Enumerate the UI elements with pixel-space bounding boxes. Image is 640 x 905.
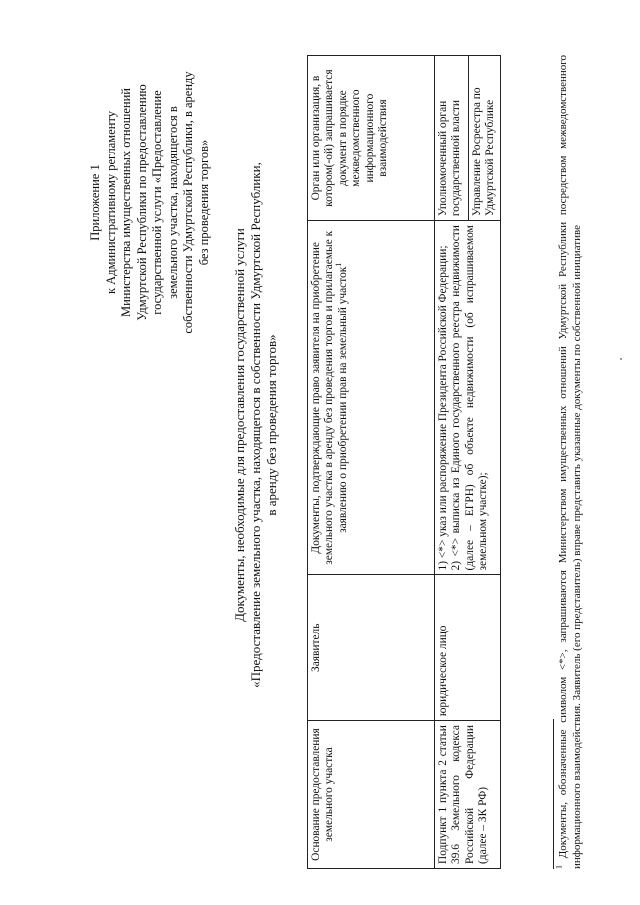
table-row <box>435 56 501 869</box>
documents-table <box>307 55 501 869</box>
header-organization: Орган или организация, в котором(-ой) запрашивается документ в порядке межведомственного информационного взаимодействия <box>308 56 435 221</box>
organization-item: Уполномоченный орган государственной власти <box>437 100 463 217</box>
organization-item: Управление Росреестра по Удмуртской Республике <box>468 56 498 220</box>
document-item: 1) <*> указ или распоряжение Президента Российской Федерации; <box>437 245 449 571</box>
appendix-line: Удмуртской Республики по предоставлению <box>134 84 149 321</box>
appendix-line: земельного участка, находящегося в <box>165 106 180 299</box>
cell-organization <box>435 56 501 221</box>
footnote-divider <box>553 719 554 869</box>
appendix-line: государственной услуги «Предоставление <box>150 90 164 315</box>
appendix-line: Приложение 1 <box>88 164 102 241</box>
footnote-text: Документы, обозначенные символом <*>, запрашиваются Министерством имущественных отношений Удмуртской Республики посредством межведомственного информационного взаимодействия. Заявитель (его представитель) вправе представить указанные документы по собственной инициативе <box>557 55 583 869</box>
title-line: «Предоставление земельного участка, находящегося в собственности Удмуртской Республики, <box>248 162 263 688</box>
cell-documents <box>435 221 501 575</box>
footnote-mark: 1 <box>554 865 564 869</box>
appendix-line: Министерства имущественных отношений <box>119 87 133 318</box>
cell-basis: Подпункт 1 пункта 2 статьи 39.6 Земельного кодекса Российской Федерации (далее – ЗК РФ) <box>435 721 501 869</box>
scan-speck <box>620 358 622 360</box>
appendix-line: без проведения торгов» <box>196 139 211 266</box>
header-basis: Основание предоставления земельного участка <box>308 721 435 869</box>
title-line: Документы, необходимые для предоставления государственной услуги <box>232 228 247 622</box>
header-documents <box>308 221 435 575</box>
appendix-line: собственности Удмуртской Республики, в аренду <box>181 71 195 334</box>
document-item: 2) <*> выписка из Единого государственного реестра недвижимости (далее – ЕГРН) об объекте недвижимости (об испрашиваемом земельном участке); <box>450 225 490 571</box>
appendix-line: к Административному регламенту <box>103 111 118 295</box>
header-documents-text: Документы, подтверждающие право заявителя на приобретение земельного участка в аренду без проведения торгов и прилагаемые к заявлению о приобретении прав на земельный участок <box>310 230 349 565</box>
header-applicant: Заявитель <box>308 575 435 721</box>
document-title <box>232 95 280 755</box>
footnote <box>556 55 584 869</box>
appendix-header <box>88 45 212 360</box>
title-line: в аренду без проведения торгов» <box>264 334 279 516</box>
table-header-row <box>308 56 435 869</box>
cell-applicant: юридическое лицо <box>435 575 501 721</box>
footnote-ref: 1 <box>334 262 344 267</box>
